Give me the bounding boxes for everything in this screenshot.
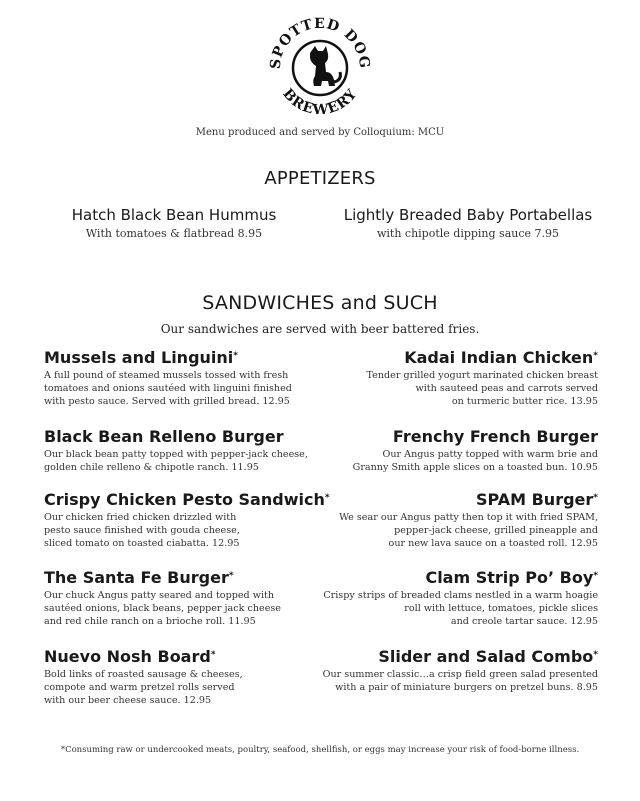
item-description: Our Angus patty topped with warm brie and Granny Smith apple slices on a toasted bun. 10.95 xyxy=(352,449,598,473)
item-name: Clam Strip Po’ Boy xyxy=(425,568,594,587)
menu-item xyxy=(318,347,598,408)
item-name: Black Bean Relleno Burger xyxy=(44,427,284,446)
raw-warning-mark: * xyxy=(324,493,330,503)
item-name: Mussels and Linguini xyxy=(44,348,234,367)
sandwiches-subtitle: Our sandwiches are served with beer battered fries. xyxy=(160,322,480,336)
raw-warning-mark: * xyxy=(233,351,238,361)
item-description: Crispy strips of breaded clams nestled in a warm hoagie roll with lettuce, tomatoes, pickle slices and creole tartar sauce. 12.95 xyxy=(323,590,598,627)
item-name: Kadai Indian Chicken xyxy=(404,348,594,367)
raw-warning-mark: * xyxy=(593,493,598,503)
menu-item xyxy=(44,567,314,628)
menu-item xyxy=(44,426,314,474)
appetizers-heading: APPETIZERS xyxy=(264,168,376,189)
svg-text:SPOTTED DOG: SPOTTED DOG xyxy=(267,15,373,70)
raw-warning-mark: * xyxy=(593,351,598,361)
item-name: Frenchy French Burger xyxy=(392,427,598,446)
item-name: Slider and Salad Combo xyxy=(378,647,594,666)
dog-silhouette-icon xyxy=(310,46,340,86)
item-name: Nuevo Nosh Board xyxy=(44,647,211,666)
item-description: We sear our Angus patty then top it with fried SPAM, pepper-jack cheese, grilled pineapple and our new lava sauce on a toasted roll. 12.95 xyxy=(339,512,598,549)
item-description: Our summer classic…a crisp field green salad presented with a pair of miniature burgers on pretzel buns. 8.95 xyxy=(322,669,598,693)
menu-item xyxy=(318,489,598,550)
item-description: A full pound of steamed mussels tossed with fresh tomatoes and onions sautéed with linguini finished with pesto sauce. Served with grilled bread. 12.95 xyxy=(44,370,292,407)
menu-item xyxy=(318,426,598,474)
appetizer-item xyxy=(336,206,600,240)
item-name: Lightly Breaded Baby Portabellas xyxy=(343,206,593,224)
item-name: The Santa Fe Burger xyxy=(44,568,229,587)
raw-warning-mark: * xyxy=(593,571,598,581)
item-name: SPAM Burger xyxy=(475,490,594,509)
raw-warning-mark: * xyxy=(228,571,234,581)
item-name: Crispy Chicken Pesto Sandwich xyxy=(44,490,325,509)
appetizer-item xyxy=(60,206,288,240)
item-description: Tender grilled yogurt marinated chicken breast with sauteed peas and carrots served on turmeric butter rice. 13.95 xyxy=(366,370,598,407)
sandwiches-heading: SANDWICHES and SUCH xyxy=(202,292,438,314)
item-description: with chipotle dipping sauce 7.95 xyxy=(376,227,560,240)
item-description: Our black bean patty topped with pepper-jack cheese, golden chile relleno & chipotle ranch. 11.95 xyxy=(44,449,308,473)
raw-warning-mark: * xyxy=(210,650,216,660)
raw-warning-mark: * xyxy=(593,650,598,660)
item-description: Our chicken fried chicken drizzled with pesto sauce finished with gouda cheese, sliced tomato on toasted ciabatta. 12.95 xyxy=(44,512,240,549)
item-description: Bold links of roasted sausage & cheeses, compote and warm pretzel rolls served with our beer cheese sauce. 12.95 xyxy=(44,669,243,706)
producer-line: Menu produced and served by Colloquium: MCU xyxy=(195,127,445,138)
menu-item xyxy=(44,347,314,408)
item-description: Our chuck Angus patty seared and topped with sautéed onions, black beans, pepper jack cheese and red chile ranch on a brioche roll. 11.95 xyxy=(44,590,281,627)
brewery-logo xyxy=(266,10,374,120)
item-name: Hatch Black Bean Hummus xyxy=(71,206,277,224)
menu-item xyxy=(318,567,598,628)
food-safety-footnote: *Consuming raw or undercooked meats, poultry, seafood, shellfish, or eggs may increase your risk of food-borne illness. xyxy=(60,745,580,755)
menu-item xyxy=(318,646,598,694)
item-description: With tomatoes & flatbread 8.95 xyxy=(85,227,263,240)
menu-item xyxy=(44,489,330,550)
svg-text:BREWERY: BREWERY xyxy=(279,85,361,119)
menu-item xyxy=(44,646,314,707)
